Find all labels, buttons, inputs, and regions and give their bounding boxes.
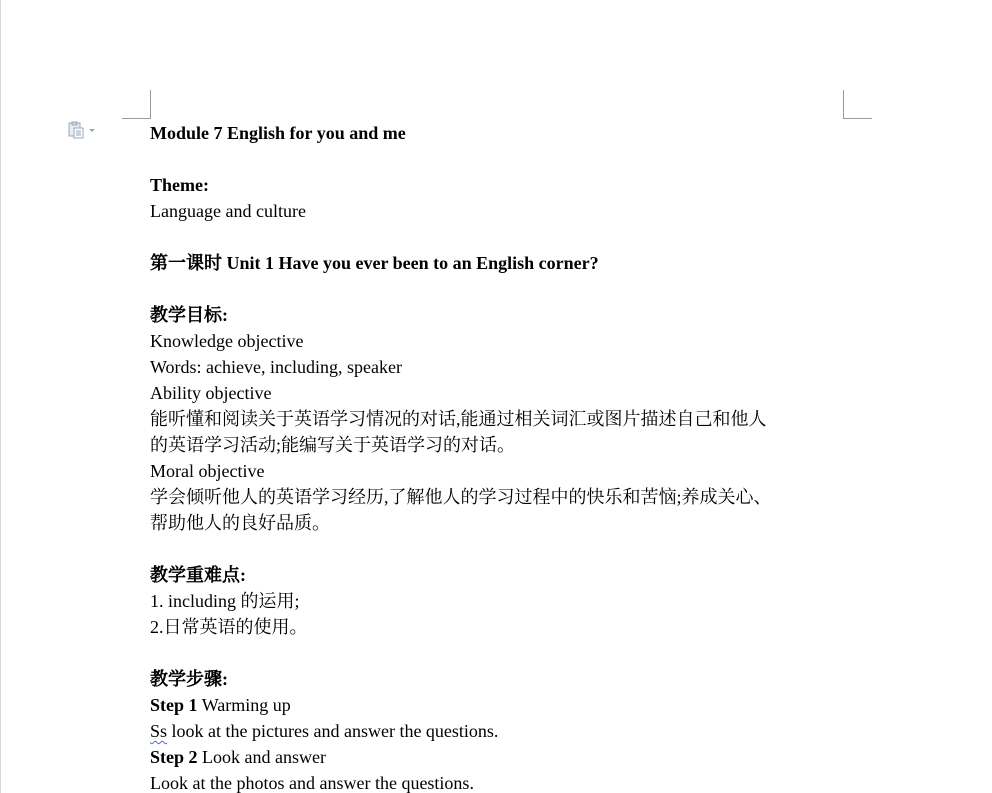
- step-1-description-text: look at the pictures and answer the questions.: [167, 721, 499, 741]
- page-edge: [0, 0, 1, 793]
- spelling-flag-ss[interactable]: Ss: [150, 721, 168, 741]
- lesson-title: 第一课时 Unit 1 Have you ever been to an English corner?: [150, 253, 599, 273]
- step-2-description: Look at the photos and answer the questions.: [150, 773, 474, 793]
- step-1-description: [150, 718, 850, 744]
- moral-label: Moral objective: [150, 461, 265, 481]
- step-2-title: Look and answer: [197, 747, 326, 767]
- moral-line-2: 帮助他人的良好品质。: [150, 513, 330, 533]
- step-2-label: Step 2: [150, 747, 198, 767]
- chevron-down-icon: [89, 129, 95, 132]
- step-1-title: Warming up: [197, 695, 291, 715]
- keypoint-1: 1. including 的运用;: [150, 591, 300, 611]
- keypoints-heading: 教学重难点:: [150, 565, 246, 585]
- step-1-label: Step 1: [150, 695, 198, 715]
- step-2: [150, 744, 850, 770]
- knowledge-label: Knowledge objective: [150, 331, 304, 351]
- moral-line-1: 学会倾听他人的英语学习经历,了解他人的学习过程中的快乐和苦恼;养成关心、: [150, 487, 772, 507]
- objectives-heading: 教学目标:: [150, 305, 228, 325]
- ability-line-2: 的英语学习活动;能编写关于英语学习的对话。: [150, 435, 515, 455]
- paste-options-button[interactable]: [67, 120, 103, 140]
- knowledge-words: Words: achieve, including, speaker: [150, 357, 402, 377]
- document-title: Module 7 English for you and me: [150, 123, 406, 143]
- theme-heading: Theme:: [150, 175, 209, 195]
- steps-heading: 教学步骤:: [150, 669, 228, 689]
- crop-mark-top-right: [843, 90, 872, 119]
- step-1: [150, 692, 850, 718]
- paste-options-icon: [67, 121, 85, 139]
- ability-line-1: 能听懂和阅读关于英语学习情况的对话,能通过相关词汇或图片描述自己和他人: [150, 409, 767, 429]
- document-body[interactable]: [150, 120, 850, 793]
- crop-mark-top-left: [122, 90, 151, 119]
- keypoint-2: 2.日常英语的使用。: [150, 617, 308, 637]
- ability-label: Ability objective: [150, 383, 272, 403]
- theme-text: Language and culture: [150, 201, 306, 221]
